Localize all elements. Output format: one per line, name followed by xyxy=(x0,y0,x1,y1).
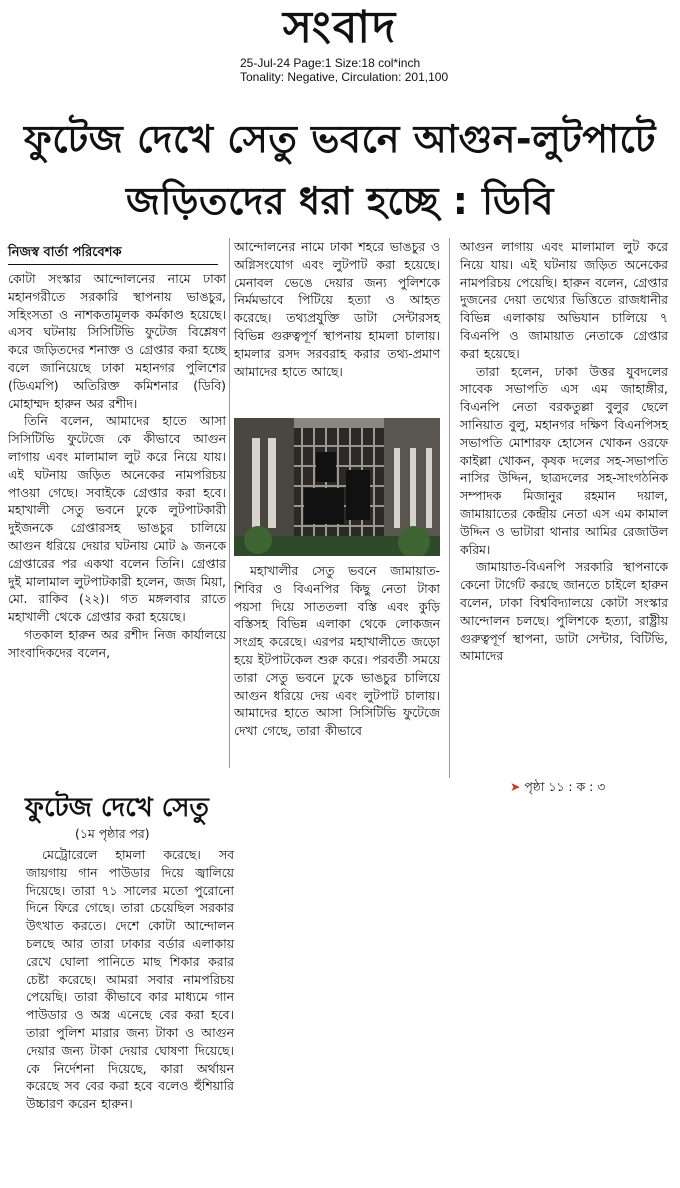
arrow-icon: ➤ xyxy=(510,779,521,794)
continuation-body xyxy=(26,846,234,1113)
col1-paragraph-2: তিনি বলেন, আমাদের হাতে আসা সিসিটিভি ফুটেজে কে কীভাবে আগুন লাগায় এবং মালামাল লুট করে নিয়ে যায়। এই ঘটনায় জড়িত অনেকের নামপরিচয় পাওয়া গেছে। সবাইকে গ্রেপ্তার করা হবে। মহাখালী সেতু ভবনে ঢুকে লুটপাটকারী দুইজনকে গ্রেপ্তারসহ ভাঙচুর চালিয়ে আগুন ধরিয়ে দেয়ার ঘটনায় মোট ৯ জনকে গ্রেপ্তারের পর একথা বলেন তিনি। গ্রেপ্তার দুই মালামাল লুটপাটকারী হলেন, জজ মিয়া, মো. রাকিব (২২)। গত মঙ্গলবার রাতে মহাখালী থেকে গ্রেপ্তার করা হয়েছে। xyxy=(8,413,226,625)
headline-line-2: জড়িতদের ধরা হচ্ছে : ডিবি xyxy=(125,179,555,223)
article-column-3 xyxy=(460,238,668,665)
headline-line-1: ফুটেজ দেখে সেতু ভবনে আগুন-লুটপাটে xyxy=(24,117,656,161)
jump-text: পৃষ্ঠা ১১ : ক : ৩ xyxy=(524,779,606,794)
article-column-2 xyxy=(234,238,440,380)
col2-paragraph-1: আন্দোলনের নামে ঢাকা শহরে ভাঙচুর ও অগ্নিসংযোগ এবং লুটপাট করা হয়েছে। মেনাবল ভেঙে দেয়ার জন্য পুলিশকে নির্মমভাবে পিটিয়ে হত্যা ও আহত করেছে। তথ্যপ্রযুক্তি ডাটা সেন্টারসহ বিভিন্ন গুরুত্বপূর্ণ স্থাপনায় হামলা চালায়। হামলার রসদ সরবরাহ করার তথ্য-প্রমাণ আমাদের হাতে আছে। xyxy=(234,239,440,379)
col1-paragraph-3: গতকাল হারুন অর রশীদ নিজ কার্যালয়ে সাংবাদিকদের বলেন, xyxy=(8,626,226,660)
article-column-2-lower xyxy=(234,562,440,740)
meta-line-2: Tonality: Negative, Circulation: 201,100 xyxy=(240,70,449,84)
continuation-paragraph: মেট্রোরেলে হামলা করেছে। সব জায়গায় গান পাউডার দিয়ে জ্বালিয়ে দিয়েছে। তারা ৭১ সালের মতো পুরোনো দিনে ফিরে গেছে। তারা চেয়েছিল সরকার উৎখাত করতে। দেশে কোটা আন্দোলন চলছে আর তারা ঢাকার বর্ডার এলাকায় রেখে ঘোলা পানিতে মাছ শিকার করার চেষ্টা করেছে। আমরা সবার নামপরিচয় পেয়েছি। তারা কীভাবে কার মাধ্যমে গান পাউডার ও অস্ত্র এনেছে বের করা হবে। তারা পুলিশ মারার জন্য টাকা ও আগুন দেয়ার জন্য টাকা দেয়ার ঘোষণা দিয়েছে। কে নির্দেশনা দিয়েছে, কারা অর্থায়ন করেছে সব বের করা হবে বলেও হুঁশিয়ারি উচ্চারণ করেন হারুন। xyxy=(26,847,234,1112)
jump-reference xyxy=(510,779,605,799)
article-column-1 xyxy=(8,270,226,662)
continuation-title: ফুটেজ দেখে সেতু xyxy=(25,793,209,823)
byline: নিজস্ব বার্তা পরিবেশক xyxy=(8,244,218,265)
col1-paragraph-1: কোটা সংস্কার আন্দোলনের নামে ঢাকা মহানগরীতে সরকারি স্থাপনায় ভাঙচুর, সহিংসতা ও নাশকতামূলক কর্মকাণ্ড হয়েছে। এসব ঘটনায় সিসিটিভি ফুটেজ বিশ্লেষণ করে জড়িতদের শনাক্ত ও গ্রেপ্তার করা হচ্ছে বলে জানিয়েছে ঢাকা মহানগর পুলিশের (ডিএমপি) অতিরিক্ত কমিশনার (ডিবি) মোহাম্মদ হারুন অর রশীদ। xyxy=(8,271,226,411)
continuation-subtitle: (১ম পৃষ্ঠার পর) xyxy=(75,826,150,841)
headline xyxy=(0,108,680,232)
col3-paragraph-3: জামায়াত-বিএনপি সরকারি স্থাপনাকে কেনো টার্গেট করছে জানতে চাইলে হারুন বলেন, ঢাকা বিশ্ববিদ্যালয়ে কোটা সংস্কার আন্দোলন চলছে। পুলিশকে হত্যা, রাষ্ট্রীয় গুরুত্বপূর্ণ স্থাপনা, ডাটা সেন্টার, বিটিভি, আমাদের xyxy=(460,559,668,664)
column-divider xyxy=(229,238,230,768)
col3-paragraph-1: আগুন লাগায় এবং মালামাল লুট করে নিয়ে যায়। এই ঘটনায় জড়িত অনেকের নামপরিচয় পেয়েছি। হারুন বলেন, গ্রেপ্তার দুজনের দেয়া তথ্যের ভিত্তিতে রাজধানীর বিভিন্ন এলাকায় অভিযান চালিয়ে ৭ বিএনপি ও জামায়াত নেতাকে গ্রেপ্তার করা হয়েছে। xyxy=(460,239,668,361)
masthead-logo: সংবাদ xyxy=(282,2,398,53)
building-fire-photo xyxy=(234,418,440,556)
col3-paragraph-2: তারা হলেন, ঢাকা উত্তর যুবদলের সাবেক সভাপতি এস এম জাহাঙ্গীর, বিএনপি নেতা বরকতুল্লা বুলুর ছেলে সানিয়াত বুলু, মহানগর দক্ষিণ বিএনপিসহ সভাপতি মোশারফ হোসেন খোকন ওরফে কাইল্লা খোকন, কৃষক দলের সহ-সভাপতি নাসির উদ্দিন, ছাত্রদলের সহ-সাংগঠনিক সম্পাদক মিজানুর রহমান দয়াল, জামায়াতের কেন্দ্রীয় নেতা এস এম কামাল উদ্দিন ও ভাটারা থানার আমির রেজাউল করিম। xyxy=(460,363,668,557)
meta-line-1: 25-Jul-24 Page:1 Size:18 col*inch xyxy=(240,56,421,70)
column-divider xyxy=(449,238,450,778)
col2-paragraph-2: মহাখালীর সেতু ভবনে জামায়াত-শিবির ও বিএনপির কিছু নেতা টাকা পয়সা দিয়ে সাততলা বস্তি এবং কুড়ি বস্তিসহ বিভিন্ন এলাকা থেকে লোকজন সংগ্রহ করেছে। এরপর মহাখালীতে জড়ো হয়ে ইটপাটকেল শুরু করে। পরবর্তী সময়ে তারা সেতু ভবনে ঢুকে ভাঙচুর চালিয়ে আগুন ধরিয়ে দেয় এবং লুটপাট চালায়। আমাদের হাতে আসা সিসিটিভি ফুটেজে দেখা গেছে, তারা কীভাবে xyxy=(234,563,440,739)
